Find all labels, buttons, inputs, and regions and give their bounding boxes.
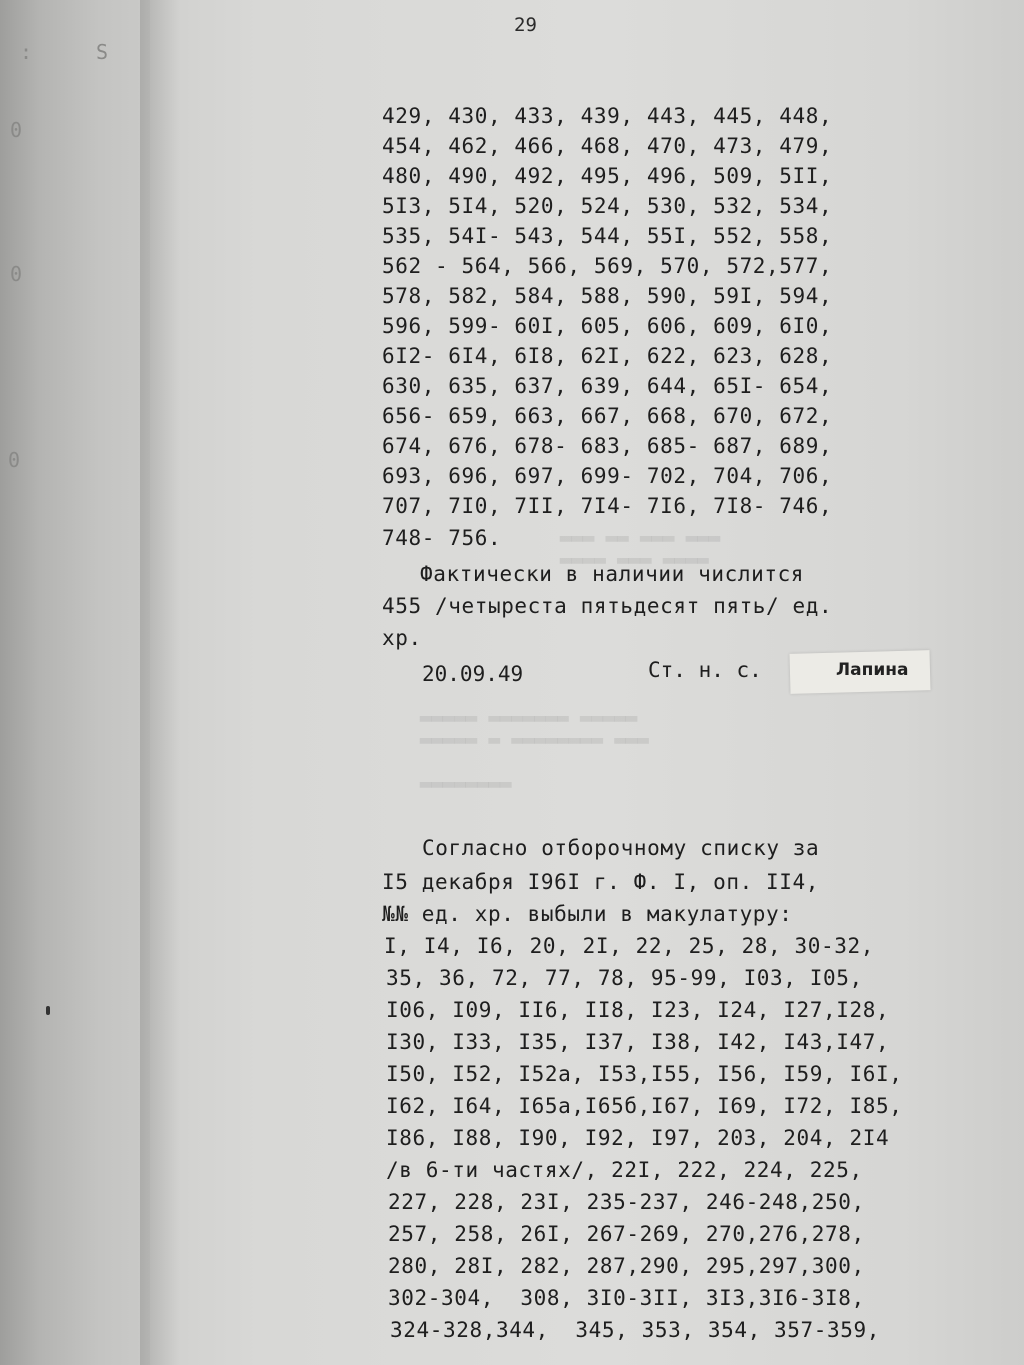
book-gutter-shadow — [140, 0, 180, 1365]
number-list-line: 674, 676, 678- 683, 685- 687, 689, — [382, 434, 833, 458]
number-list-line: 630, 635, 637, 639, 644, 65I- 654, — [382, 374, 833, 398]
facing-page-mark: : — [20, 40, 33, 64]
page-number: 29 — [514, 14, 537, 36]
number-list-line: 6I2- 6I4, 6I8, 62I, 622, 623, 628, — [382, 344, 833, 368]
selection-list-line: №№ ед. хр. выбыли в макулатуру: — [382, 902, 793, 926]
number-list-line: 480, 490, 492, 495, 496, 509, 5II, — [382, 164, 833, 188]
number-list-line: 596, 599- 60I, 605, 606, 609, 6I0, — [382, 314, 833, 338]
selection-list-line: I06, I09, II6, II8, I23, I24, I27,I28, — [386, 998, 890, 1022]
number-list-line: 562 - 564, 566, 569, 570, 572,577, — [382, 254, 833, 278]
facing-page-mark: 0 — [10, 262, 23, 286]
signature-name: Лапина — [836, 660, 909, 680]
signature-position: Ст. н. с. — [648, 658, 762, 682]
signature-date: 20.09.49 — [422, 662, 524, 686]
paper-speck — [46, 1006, 50, 1015]
facing-page-mark: 0 — [10, 118, 23, 142]
bleed-through-text: ▂▂▂ ▂▂ ▂▂▂ ▂▂▂ ▂▂▂▂ ▂▂▂ ▂▂▂▂ — [560, 520, 721, 564]
number-list-line: 429, 430, 433, 439, 443, 445, 448, — [382, 104, 833, 128]
bleed-through-text: ▂▂▂▂▂ ▂▂▂▂▂▂▂ ▂▂▂▂▂ ▂▂▂▂▂ ▂ ▂▂▂▂▂▂▂▂ ▂▂▂ ▂▂▂▂▂▂▂▂ — [420, 700, 649, 788]
holdings-line: 455 /четыреста пятьдесят пять/ ед. — [382, 594, 833, 618]
number-list-line: 707, 7I0, 7II, 7I4- 7I6, 7I8- 746, — [382, 494, 833, 518]
selection-list-line: 280, 28I, 282, 287,290, 295,297,300, — [388, 1254, 865, 1278]
number-list-line: 748- 756. — [382, 526, 502, 550]
selection-list-line: I50, I52, I52a, I53,I55, I56, I59, I6I, — [386, 1062, 903, 1086]
selection-list-line: /в 6-ти частях/, 22I, 222, 224, 225, — [386, 1158, 863, 1182]
number-list-line: 5I3, 5I4, 520, 524, 530, 532, 534, — [382, 194, 833, 218]
number-list-line: 535, 54I- 543, 544, 55I, 552, 558, — [382, 224, 833, 248]
number-list-line: 693, 696, 697, 699- 702, 704, 706, — [382, 464, 833, 488]
facing-page-edge — [0, 0, 150, 1365]
selection-list-line: 302-304, 308, 3I0-3II, 3I3,3I6-3I8, — [388, 1286, 865, 1310]
selection-list-line: I86, I88, I90, I92, I97, 203, 204, 2I4 — [386, 1126, 890, 1150]
holdings-line: хр. — [382, 626, 422, 650]
selection-list-line: 227, 228, 23I, 235-237, 246-248,250, — [388, 1190, 865, 1214]
selection-list-line: 35, 36, 72, 77, 78, 95-99, I03, I05, — [386, 966, 863, 990]
selection-list-line: 324-328,344, 345, 353, 354, 357-359, — [390, 1318, 880, 1342]
number-list-line: 656- 659, 663, 667, 668, 670, 672, — [382, 404, 833, 428]
selection-list-line: I5 декабря I96I г. Ф. I, оп. II4, — [382, 870, 820, 894]
selection-list-line: 257, 258, 26I, 267-269, 270,276,278, — [388, 1222, 865, 1246]
number-list-line: 454, 462, 466, 468, 470, 473, 479, — [382, 134, 833, 158]
selection-list-line: I30, I33, I35, I37, I38, I42, I43,I47, — [386, 1030, 890, 1054]
selection-list-line: Согласно отборочному списку за — [422, 836, 820, 860]
holdings-line: Фактически в наличии числится — [420, 562, 805, 586]
number-list-line: 578, 582, 584, 588, 590, 59I, 594, — [382, 284, 833, 308]
selection-list-line: I, I4, I6, 20, 2I, 22, 25, 28, 30-32, — [384, 934, 874, 958]
selection-list-line: I62, I64, I65a,I65б,I67, I69, I72, I85, — [386, 1094, 903, 1118]
facing-page-mark: 0 — [8, 448, 21, 472]
facing-page-mark: S — [96, 40, 109, 64]
